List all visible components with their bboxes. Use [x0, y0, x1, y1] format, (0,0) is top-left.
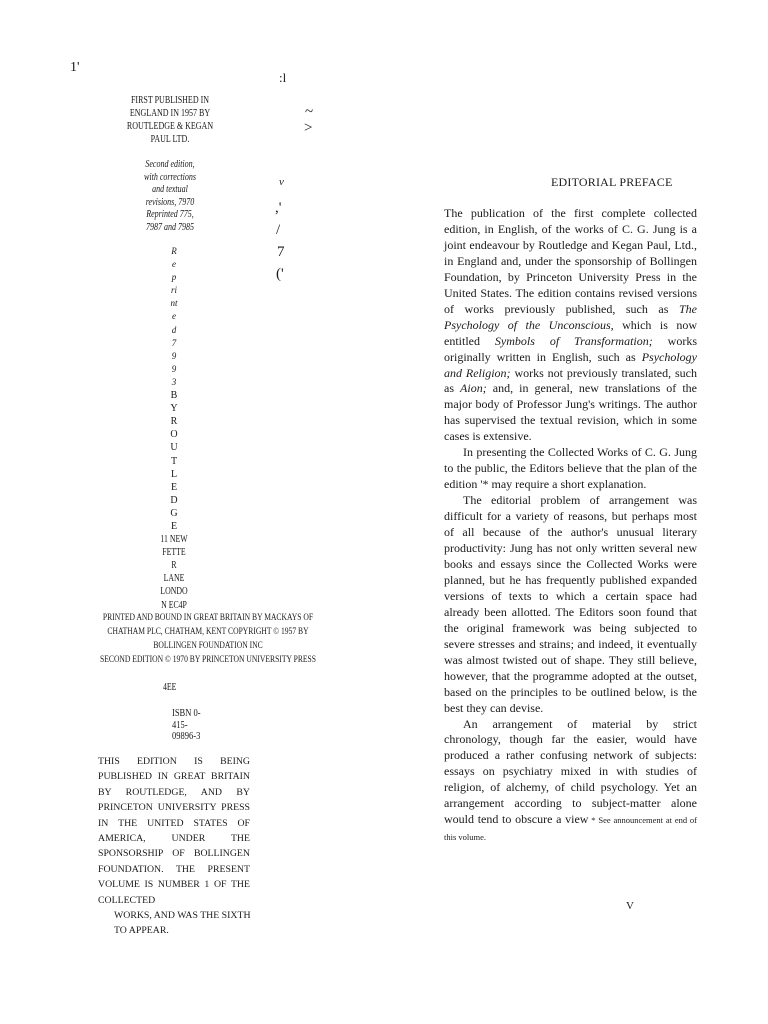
edition-line: and textual [152, 184, 188, 195]
vertical-letter: G [170, 507, 178, 519]
address-line: N EC4P [161, 599, 187, 611]
edition-note-line: WORKS, AND WAS THE SIXTH [114, 910, 251, 922]
edition-note-line: AMERICA, UNDER THE [98, 833, 250, 845]
vertical-letter: p [171, 272, 177, 283]
vertical-letter: nt [170, 298, 178, 309]
top-mark: :l [279, 70, 287, 85]
vertical-letter: 3 [171, 376, 177, 387]
preface-text: and, in general, new translations of the major body of Professor Jung's writings. The author has supervised the textual revision, which in some cases is extensive. [444, 381, 697, 444]
vertical-letter: B [170, 390, 178, 402]
preface-body [444, 206, 697, 846]
stamp-mark: ,' [275, 200, 282, 216]
printing-copyright-notice [68, 611, 348, 667]
vertical-letter: E [170, 481, 178, 493]
printed-line: PRINTED AND BOUND IN GREAT BRITAIN BY MACKAYS OF [102, 613, 314, 623]
title-citation: Aion; [460, 381, 487, 396]
title-citation: Symbols of Transformation; [494, 333, 653, 348]
stamp-mark: 7 [277, 244, 285, 260]
isbn-line: 415- [172, 719, 188, 731]
edition-line: with corrections [144, 171, 196, 183]
stamp-mark: v [279, 176, 284, 188]
printer-code: 4EE [163, 682, 177, 693]
stamp-mark: ~ [305, 104, 314, 120]
preface-text: which is now entitled [444, 317, 697, 348]
edition-note-line: PRINCETON UNIVERSITY PRESS [98, 802, 250, 814]
preface-paragraph: The editorial problem of arrangement was difficult for a variety of reasons, but perhaps most of all because of the author's unusual literary productivity: Jung has not only written several new books and essays since the Collected Works were planned, but he has frequently published expanded versions of texts to which a certain space had already been allotted. The Editors soon found that the original framework was being subjected to severe stresses and strains; and indeed, it eventually was almost twisted out of shape. They still believe, however, that the programme adopted at the outset, based on the principles to be outlined below, is the best they can devise. [444, 493, 697, 715]
vertical-letter: ri [170, 285, 177, 296]
vertical-letter: T [170, 455, 178, 467]
edition-note-line: PUBLISHED IN GREAT BRITAIN [98, 771, 250, 783]
address-line: LANE [163, 573, 185, 585]
imprint-line: PAUL LTD. [150, 134, 190, 145]
edition-line: revisions, 7970 [145, 196, 195, 208]
preface-text: works originally written in English, such as [444, 333, 697, 364]
vertical-letter: e [172, 311, 176, 322]
edition-note-line: FOUNDATION. THE PRESENT [98, 863, 250, 875]
imprint-line: ROUTLEDGE & KEGAN [126, 121, 214, 132]
footnote: * See announcement at end of this volume. [444, 815, 697, 843]
isbn [172, 708, 206, 743]
printed-line: SECOND EDITION © 1970 BY PRINCETON UNIVERSITY PRESS [100, 655, 316, 665]
edition-note-line: VOLUME IS NUMBER 1 OF THE [98, 879, 250, 891]
second-edition-notice [110, 159, 230, 234]
vertical-letter: Y [170, 403, 178, 415]
isbn-line: 09896-3 [172, 731, 201, 742]
edition-line: Reprinted 775, [146, 209, 194, 220]
vertical-letter: e [172, 259, 176, 270]
address-line: 11 NEW [160, 534, 188, 546]
edition-note-line: SPONSORSHIP OF BOLLINGEN [98, 848, 250, 860]
edition-note-line: TO APPEAR. [114, 925, 169, 937]
title-citation: Psychology and Religion; [444, 349, 697, 380]
vertical-letter: L [170, 468, 178, 480]
stamp-mark: / [276, 222, 281, 238]
edition-note-line: COLLECTED [98, 894, 156, 906]
stamp-mark: > [304, 120, 313, 136]
vertical-letter: R [170, 416, 178, 428]
printed-line: BOLLINGEN FOUNDATION INC [153, 641, 263, 651]
preface-text: An arrangement of material by strict chronology, though far the easier, would have produced a rather confusing network of subjects: essays on psychiatry mixed in with studies of religion, of alchemy, of child psychology. Yet an arrangement according to subject-matter alone would tend to obscure a view [444, 716, 697, 827]
imprint-line: ENGLAND IN 1957 BY [129, 108, 211, 119]
preface-text: works not previously translated, such as [444, 365, 698, 396]
vertical-letter: R [171, 246, 177, 256]
first-published-notice [110, 94, 230, 146]
edition-note-line: IN THE UNITED STATES OF [98, 817, 250, 829]
vertical-letter: d [171, 324, 177, 335]
edition-note [98, 754, 250, 939]
corner-mark: 1' [70, 60, 80, 75]
vertical-letter: 9 [171, 350, 177, 361]
vertical-letter: E [170, 520, 178, 532]
preface-paragraph [444, 717, 697, 847]
address-line: FETTE [162, 547, 186, 559]
printed-line: CHATHAM PLC, CHATHAM, KENT COPYRIGHT © 1957 BY [107, 627, 309, 637]
vertical-letter: U [170, 442, 178, 454]
isbn-line: ISBN 0- [172, 708, 201, 719]
edition-line: Second edition, [145, 159, 195, 170]
vertical-letter: D [170, 494, 178, 506]
title-citation: The Psychology of the Unconscious, [444, 301, 697, 332]
preface-text: The publication of the first complete collected edition, in English, of the works of C. G. Jung is a joint endeavour by Routledge and Kegan Paul, Ltd., in England and, under the sponsorship of Bollingen Foundation, by Princeton University Press in the United States. The edition contains revised versions of works previously published, such as [444, 206, 697, 316]
preface-heading: EDITORIAL PREFACE [551, 175, 673, 189]
imprint-line: FIRST PUBLISHED IN [130, 95, 210, 106]
edition-note-line: THIS EDITION IS BEING [98, 756, 250, 767]
reprint-vertical-text [150, 245, 198, 612]
vertical-letter: 9 [171, 363, 177, 374]
vertical-letter: 7 [171, 337, 177, 348]
stamp-mark: (' [276, 266, 284, 282]
edition-note-line: BY ROUTLEDGE, AND BY [98, 786, 250, 798]
page-number: V [626, 900, 634, 912]
address-line: LONDO [160, 586, 188, 598]
preface-paragraph: In presenting the Collected Works of C. G. Jung to the public, the Editors believe that the plan of the edition '* may require a short explanation. [444, 445, 697, 492]
vertical-letter: O [170, 429, 178, 441]
address-line: R [171, 560, 177, 572]
preface-paragraph [444, 206, 697, 445]
edition-line: 7987 and 7985 [146, 221, 194, 233]
